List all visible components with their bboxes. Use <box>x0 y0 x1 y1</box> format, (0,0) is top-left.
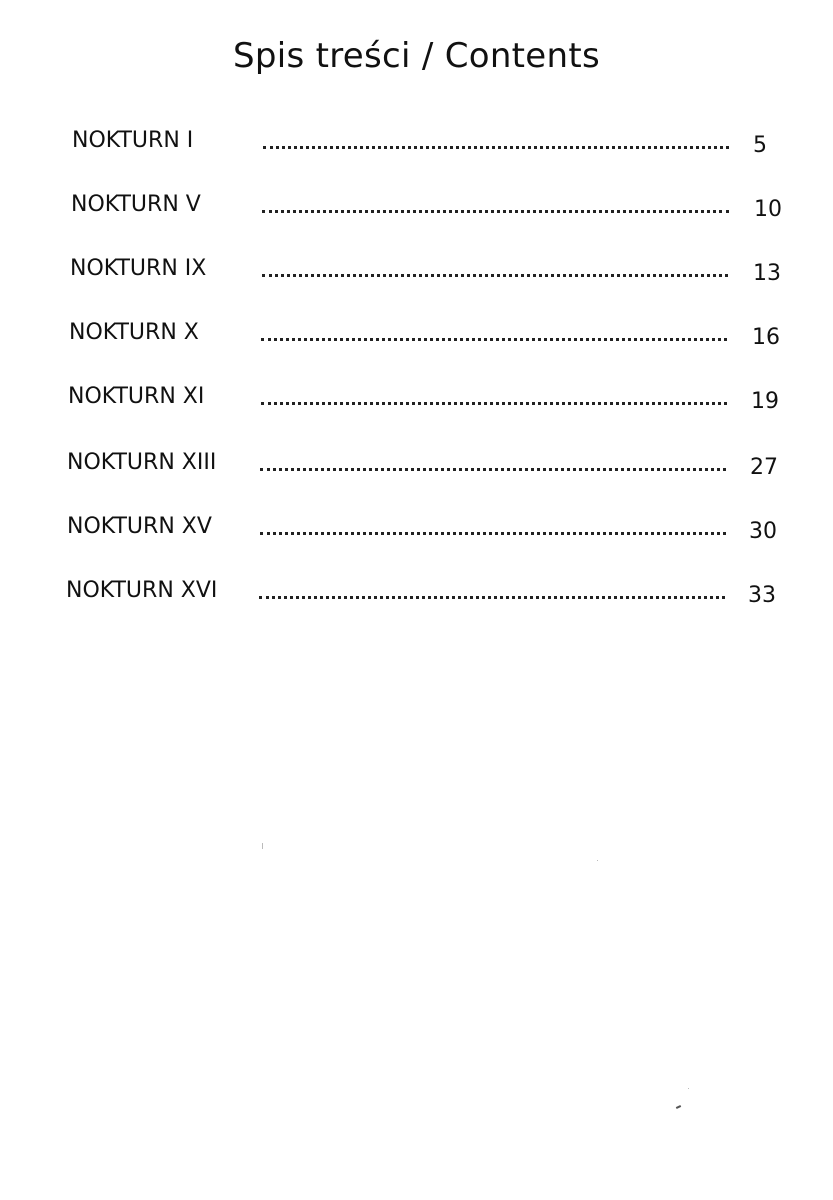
toc-entry <box>0 188 833 222</box>
scan-speck <box>597 860 598 861</box>
toc-entry-title: NOKTURN XI <box>68 384 205 409</box>
toc-entry <box>0 316 833 350</box>
toc-dot-leader <box>263 146 729 149</box>
toc-dot-leader <box>262 210 729 213</box>
toc-entry-title: NOKTURN I <box>72 128 194 153</box>
toc-entry <box>0 446 833 480</box>
toc-page-number: 30 <box>749 519 777 544</box>
toc-page-number: 13 <box>753 261 781 286</box>
toc-entry-title: NOKTURN XVI <box>66 578 218 603</box>
toc-entry <box>0 252 833 286</box>
scan-speck <box>688 1088 689 1089</box>
toc-page-number: 10 <box>754 197 782 222</box>
scan-speck <box>262 843 263 849</box>
page-title: Spis treści / Contents <box>232 36 601 76</box>
toc-entry-title: NOKTURN XV <box>67 514 212 539</box>
toc-dot-leader <box>261 402 727 405</box>
toc-entry-title: NOKTURN V <box>71 192 201 217</box>
toc-page-number: 27 <box>750 455 778 480</box>
toc-dot-leader <box>260 532 726 535</box>
toc-entry <box>0 574 833 608</box>
toc-dot-leader <box>262 274 728 277</box>
toc-entry <box>0 124 833 158</box>
toc-entry-title: NOKTURN XIII <box>67 450 217 475</box>
scan-mark <box>676 1105 681 1109</box>
toc-entry <box>0 380 833 414</box>
toc-entry <box>0 510 833 544</box>
toc-page-number: 33 <box>748 583 776 608</box>
toc-page-number: 5 <box>753 133 767 158</box>
toc-dot-leader <box>259 596 725 599</box>
toc-entry-title: NOKTURN IX <box>70 256 207 281</box>
toc-page-number: 16 <box>752 325 780 350</box>
toc-dot-leader <box>260 468 726 471</box>
toc-entry-title: NOKTURN X <box>69 320 199 345</box>
toc-dot-leader <box>261 338 727 341</box>
toc-page-number: 19 <box>751 389 779 414</box>
